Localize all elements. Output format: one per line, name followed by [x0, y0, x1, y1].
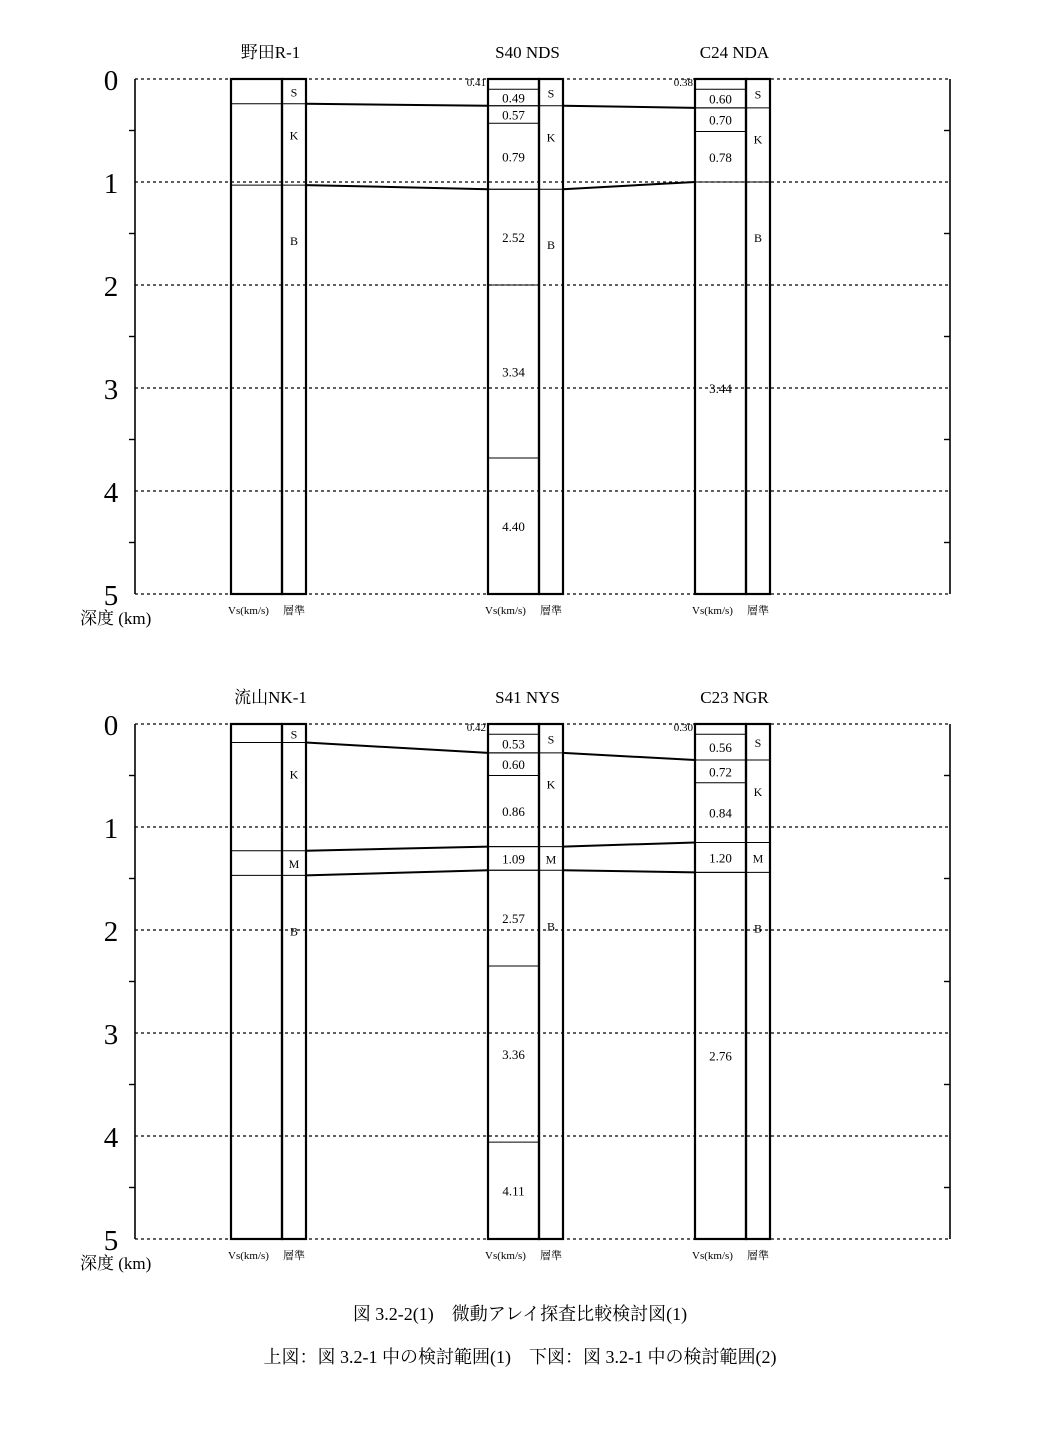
- depth-tick-label: 3: [103, 1019, 119, 1051]
- depth-tick-label: 2: [103, 271, 119, 303]
- correlation-line: [563, 182, 695, 189]
- borehole-column: [467, 43, 563, 617]
- vs-value-label: 0.41: [466, 77, 486, 89]
- vs-value-label: 0.78: [709, 149, 732, 165]
- vs-value-label: 4.40: [502, 519, 525, 535]
- strata-label: B: [546, 919, 556, 934]
- strata-label: M: [752, 851, 764, 866]
- vs-value-label: 4.11: [502, 1183, 525, 1199]
- strata-label: S: [547, 86, 555, 101]
- correlation-line: [306, 185, 488, 189]
- strata-label: K: [546, 130, 556, 145]
- strata-header-label: 層準: [283, 1250, 305, 1262]
- correlation-line: [306, 847, 488, 851]
- depth-tick-label: 5: [103, 1225, 119, 1257]
- vs-unit-label: Vs(km/s): [485, 1250, 526, 1262]
- correlation-line: [563, 106, 695, 108]
- strata-label: K: [546, 777, 556, 792]
- vs-column-box: [231, 724, 282, 1239]
- correlation-line: [563, 842, 695, 846]
- vs-value-label: 2.76: [709, 1048, 732, 1064]
- figure-caption-title: 図 3.2-2(1) 微動アレイ探査比較検討図(1): [352, 1304, 688, 1324]
- strata-label: K: [753, 784, 763, 799]
- strata-label: S: [290, 727, 298, 742]
- column-title: 流山NK-1: [234, 688, 307, 707]
- vs-value-label: 3.34: [502, 364, 525, 380]
- strata-label: S: [290, 85, 298, 100]
- vs-value-label: 0.70: [709, 112, 732, 128]
- correlation-line: [563, 753, 695, 760]
- borehole-column: [467, 688, 563, 1262]
- vs-column-box: [231, 79, 282, 594]
- vs-value-label: 0.30: [673, 722, 693, 734]
- vs-value-label: 0.60: [502, 757, 525, 773]
- depth-tick-label: 3: [103, 374, 119, 406]
- strata-label: K: [753, 132, 763, 147]
- column-title: S40 NDS: [495, 43, 560, 62]
- vs-column-box: [488, 724, 539, 1239]
- vs-unit-label: Vs(km/s): [692, 1250, 733, 1262]
- strata-label: M: [545, 852, 557, 867]
- vs-unit-label: Vs(km/s): [692, 605, 733, 617]
- depth-tick-label: 1: [103, 168, 119, 200]
- vs-unit-label: Vs(km/s): [228, 1250, 269, 1262]
- correlation-line: [306, 104, 488, 106]
- strata-column-box: [539, 724, 563, 1239]
- depth-tick-label: 2: [103, 916, 119, 948]
- column-title: 野田R-1: [240, 43, 301, 62]
- vs-value-label: 2.52: [502, 230, 525, 246]
- depth-tick-label: 4: [103, 477, 119, 509]
- vs-unit-label: Vs(km/s): [228, 605, 269, 617]
- strata-label: B: [546, 238, 556, 253]
- strata-label: B: [753, 921, 763, 936]
- strata-label: S: [754, 87, 762, 102]
- strata-label: K: [289, 767, 299, 782]
- column-title: C24 NDA: [699, 43, 770, 62]
- vs-value-label: 1.09: [502, 851, 525, 867]
- borehole-column: [228, 688, 307, 1262]
- depth-axis-label: 深度 (km): [80, 609, 152, 628]
- diagram-panel-lower: [80, 688, 950, 1273]
- figure-caption-subtitle: 上図：図 3.2-1 中の検討範囲(1) 下図：図 3.2-1 中の検討範囲(2): [263, 1347, 777, 1367]
- vs-value-label: 0.57: [502, 107, 525, 123]
- column-title: C23 NGR: [700, 688, 769, 707]
- vs-value-label: 0.53: [502, 736, 525, 752]
- vs-value-label: 2.57: [502, 911, 525, 927]
- depth-tick-label: 1: [103, 813, 119, 845]
- strata-header-label: 層準: [540, 1250, 562, 1262]
- vs-value-label: 1.20: [709, 850, 732, 866]
- borehole-column: [674, 688, 770, 1262]
- strata-label: B: [289, 924, 299, 939]
- strata-label: M: [288, 857, 300, 872]
- strata-column-box: [282, 724, 306, 1239]
- depth-tick-label: 0: [103, 65, 119, 97]
- vs-value-label: 0.60: [709, 91, 732, 107]
- vs-value-label: 0.42: [466, 722, 486, 734]
- column-title: S41 NYS: [495, 688, 560, 707]
- strata-column-box: [746, 79, 770, 594]
- borehole-column: [674, 43, 770, 617]
- vs-value-label: 3.36: [502, 1047, 525, 1063]
- strata-column-box: [539, 79, 563, 594]
- vs-value-label: 0.79: [502, 149, 525, 165]
- vs-value-label: 0.84: [709, 805, 732, 821]
- strata-label: B: [753, 231, 763, 245]
- depth-axis-label: 深度 (km): [80, 1254, 152, 1273]
- strata-header-label: 層準: [283, 605, 305, 617]
- strata-label: S: [547, 732, 555, 747]
- borehole-column: [228, 43, 306, 617]
- correlation-line: [563, 870, 695, 872]
- vs-value-label: 0.72: [709, 764, 732, 780]
- vs-unit-label: Vs(km/s): [485, 605, 526, 617]
- correlation-line: [306, 743, 488, 753]
- vs-value-label: 0.38: [673, 77, 693, 89]
- strata-column-box: [282, 79, 306, 594]
- diagram-panel-upper: [80, 43, 950, 628]
- depth-tick-label: 5: [103, 580, 119, 612]
- vs-value-label: 3.44: [709, 381, 732, 396]
- depth-tick-label: 4: [103, 1122, 119, 1154]
- vs-value-label: 0.86: [502, 804, 525, 820]
- vs-column-box: [695, 724, 746, 1239]
- strata-label: B: [289, 234, 299, 249]
- vs-value-label: 0.56: [709, 740, 732, 756]
- vs-value-label: 0.49: [502, 90, 525, 106]
- strata-label: K: [289, 128, 299, 143]
- correlation-line: [306, 870, 488, 875]
- strata-header-label: 層準: [747, 605, 769, 617]
- strata-header-label: 層準: [747, 1250, 769, 1262]
- strata-column-box: [746, 724, 770, 1239]
- strata-label: S: [754, 736, 762, 751]
- strata-header-label: 層準: [540, 605, 562, 617]
- depth-tick-label: 0: [103, 710, 119, 742]
